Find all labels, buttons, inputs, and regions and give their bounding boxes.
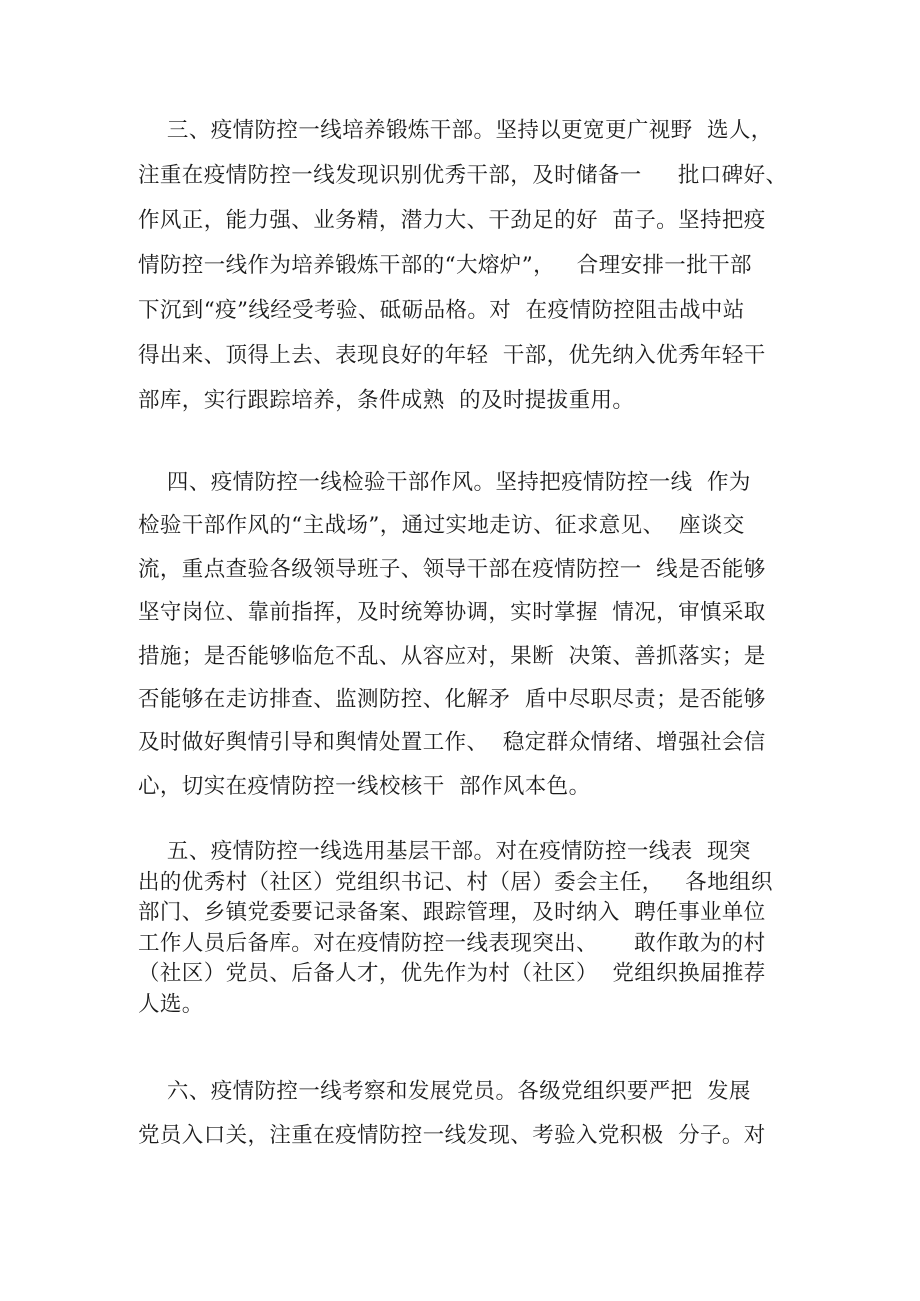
text-line: 党员入口关，注重在疫情防控一线发现、考验入党积极 分子。对 — [138, 1123, 766, 1148]
text-line: 心，切实在疫情防控一线校核干 部作风本色。 — [138, 773, 591, 799]
text-line: 三、疫情防控一线培养锻炼干部。坚持以更宽更广视野 选人， — [138, 118, 773, 143]
text-line: 人选。 — [138, 991, 204, 1017]
paragraph-section-4 — [138, 461, 798, 808]
text-line: 注重在疫情防控一线发现识别优秀干部，及时储备一 批口碑好、 — [138, 163, 788, 188]
text-line: 四、疫情防控一线检验干部作风。坚持把疫情防控一线 作为 — [138, 470, 751, 495]
text-line: 部门、乡镇党委要记录备案、跟踪管理，及时纳入 聘任事业单位 — [138, 900, 766, 925]
text-line: 作风正，能力强、业务精，潜力大、干劲足的好 苗子。坚持把疫 — [138, 208, 766, 233]
text-line: 措施；是否能够临危不乱、从容应对，果断 决策、善抓落实；是 — [138, 643, 766, 669]
paragraph-section-6 — [138, 1070, 798, 1158]
text-line: 五、疫情防控一线选用基层干部。对在疫情防控一线表 现突 — [138, 839, 751, 864]
text-line: 情防控一线作为培养锻炼干部的“大熔炉”， 合理安排一批干部 — [138, 253, 752, 278]
text-line: 工作人员后备库。对在疫情防控一线表现突出、 敢作敢为的村 — [138, 930, 766, 956]
text-line: 检验干部作风的“主战场”，通过实地走访、征求意见、 座谈交 — [138, 513, 745, 539]
text-line: 六、疫情防控一线考察和发展党员。各级党组织要严把 发展 — [138, 1079, 751, 1104]
text-line: 坚守岗位、靠前指挥，及时统筹协调，实时掌握 情况，审慎采取 — [138, 600, 766, 626]
paragraph-section-3 — [138, 108, 798, 423]
text-line: 及时做好舆情引导和舆情处置工作、 稳定群众情绪、增强社会信 — [138, 730, 766, 756]
text-line: 流，重点查验各级领导班子、领导干部在疫情防控一 线是否能够 — [138, 556, 766, 582]
text-line: 否能够在走访排查、监测防控、化解矛 盾中尽职尽责；是否能够 — [138, 686, 766, 712]
paragraph-section-5 — [138, 837, 798, 1020]
text-line: 部库，实行跟踪培养，条件成熟 的及时提拔重用。 — [138, 388, 635, 413]
text-line: 下沉到“疫”线经受考验、砥砺品格。对 在疫情防控阻击战中站 — [138, 298, 745, 323]
text-line: 出的优秀村（社区）党组织书记、村（居）委会主任， 各地组织 — [138, 869, 773, 895]
text-line: 得出来、顶得上去、表现良好的年轻 干部，优先纳入优秀年轻干 — [138, 343, 766, 368]
text-line: （社区）党员、后备人才，优先作为村（社区） 党组织换届推荐 — [138, 961, 766, 986]
